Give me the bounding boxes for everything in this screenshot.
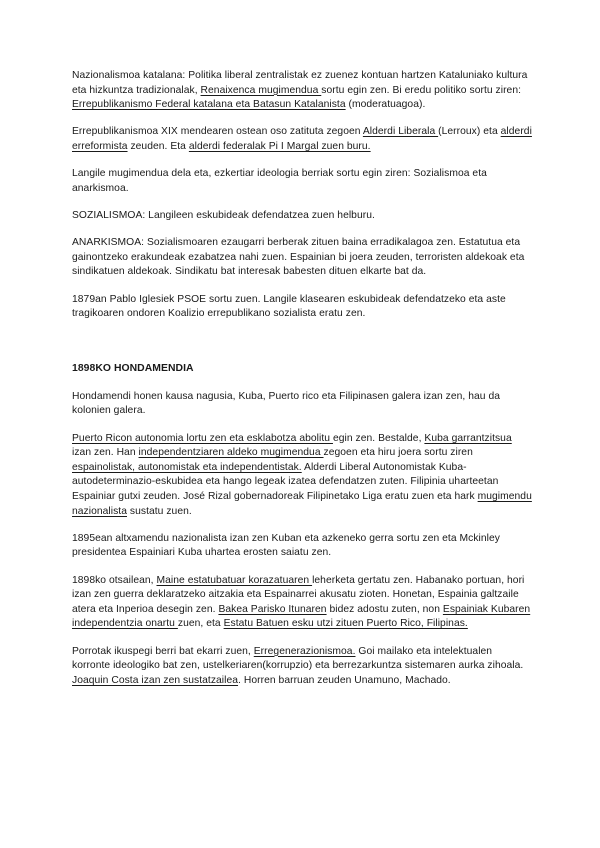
paragraph-socialism: SOZIALISMOA: Langileen eskubideak defendatzea zuen helburu. <box>72 209 375 221</box>
underlined-reformist-party: alderdi erreformista <box>72 126 532 152</box>
paragraph-labor-movement: Langile mugimendua dela eta, ezkertiar ideologia berriak sortu egin ziren: Sozialismoa eta anarkismoa. <box>72 168 487 194</box>
section-spacer <box>72 334 532 362</box>
underlined-tendencies: espainolistak, autonomistak eta independentistak. <box>72 461 302 473</box>
underlined-kuba: Kuba garrantzitsua <box>424 432 512 444</box>
underlined-federal-party: alderdi federalak Pi I Margal zuen buru. <box>188 140 371 152</box>
underlined-federal-republicanism: Errepublikanismo Federal katalana eta Batasun Katalanista <box>72 99 346 111</box>
document-body <box>72 69 532 701</box>
paragraph-republicanism: Errepublikanismoa XIX mendearen ostean oso zatituta zegoen Alderdi Liberala (Lerroux) eta alderdi erreformista zeuden. Eta alderdi federalak Pi I Margal zuen buru. <box>72 126 532 152</box>
underlined-nationalist-movement: mugimendu nazionalista <box>72 491 532 517</box>
underlined-renaixenca: Renaixenca mugimendua <box>200 84 322 96</box>
paragraph-1898-war: 1898ko otsailean, Maine estatubatuar korazatuaren leherketa gertatu zen. Habanako portuan, hori izan zen guerra deklaratzeko aitzakia eta Espainarrei akusatu zioten. Honetan, Espainia galtzaile atera eta Inperioa desegin zen. Bakea Parisko Itunaren bidez adostu zuten, non Espainiak Kubaren independentzia onartu zuen, eta Estatu Batuen esku utzi zituen Puerto Rico, Filipinas. <box>72 574 531 630</box>
underlined-us-territories: Estatu Batuen esku utzi zituen Puerto Rico, Filipinas. <box>223 618 468 630</box>
underlined-liberal-party: Alderdi Liberala <box>362 126 439 138</box>
underlined-paris-treaty: Bakea Parisko Itunaren <box>218 603 327 615</box>
paragraph-psoe: 1879an Pablo Iglesiek PSOE sortu zuen. Langile klasearen eskubideak defendatzeko eta aste tragikoaren ondoren Koalizio errepublikano sozialista eratu zen. <box>72 293 506 320</box>
paragraph-regenerationism: Porrotak ikuspegi berri bat ekarri zuen, Erregenerazionismoa. Goi mailako eta intelektualen korronte ideologiko bat zen, ustelkeriaren(korrupzio) eta berrezarkuntza sistemaren aurka zihoala. Joaquin Costa izan zen sustatzailea. Horren barruan zeuden Unamuno, Machado. <box>72 645 524 686</box>
underlined-maine: Maine estatubatuar korazatuaren <box>156 574 313 586</box>
underlined-joaquin-costa: Joaquin Costa izan zen sustatzailea <box>72 674 239 686</box>
paragraph-1895: 1895ean altxamendu nazionalista izan zen Kuban eta azkeneko gerra sortu zen eta Mckinley presidentea Espainiari Kuba uhartea erosten saiatu zen. <box>72 532 500 559</box>
underlined-independence-movement: independentziaren aldeko mugimendua <box>138 447 324 459</box>
underlined-puerto-rico: Puerto Ricon autonomia lortu zen eta esklabotza abolitu <box>72 432 333 444</box>
paragraph-disaster-cause: Hondamendi honen kausa nagusia, Kuba, Puerto rico eta Filipinasen galera izan zen, hau da kolonien galera. <box>72 390 501 417</box>
paragraph-anarchism: ANARKISMOA: Sozialismoaren ezaugarri berberak zituen baina erradikalagoa zen. Estatutua eta gainontzeko erakundeak ezabatzea nahi zuen. Espainian bi joera zeuden, terroristen aldekoak eta sindikatuen aldekoak. Sindikatu bat interesak babesten dituen elkarte bat da. <box>72 237 525 278</box>
paragraph-catalan-nationalism: Nazionalismoa katalana: Politika liberal zentralistak ez zuenez kontuan hartzen Kataluniako kultura eta hizkuntza tradizionalak, Renaixenca mugimendua sortu egin zen. Bi eredu politiko sortu ziren: Errepublikanismo Federal katalana eta Batasun Katalanista (moderatuagoa). <box>72 70 528 111</box>
section-heading: 1898KO HONDAMENDIA <box>72 363 194 375</box>
underlined-regenerationism: Erregenerazionismoa. <box>253 645 356 657</box>
underlined-kuba-independence: Espainiak Kubaren independentzia onartu <box>72 603 531 630</box>
paragraph-colonies: Puerto Ricon autonomia lortu zen eta esklabotza abolitu egin zen. Bestalde, Kuba garrantzitsua izan zen. Han independentziaren aldeko mugimendua zegoen eta hiru joera sortu ziren espainolistak, autonomistak eta independentistak. Alderdi Liberal Autonomistak Kuba- autodeterminazio-eskubidea eta hango legeak izatea defendatzen zuten. Filipinia uharteetan Espainiar gutxi zeuden. José Rizal gobernadoreak Filipinetako Liga eratu zuen eta hark mugimendu nazionalista sustatu zuen. <box>72 432 532 517</box>
